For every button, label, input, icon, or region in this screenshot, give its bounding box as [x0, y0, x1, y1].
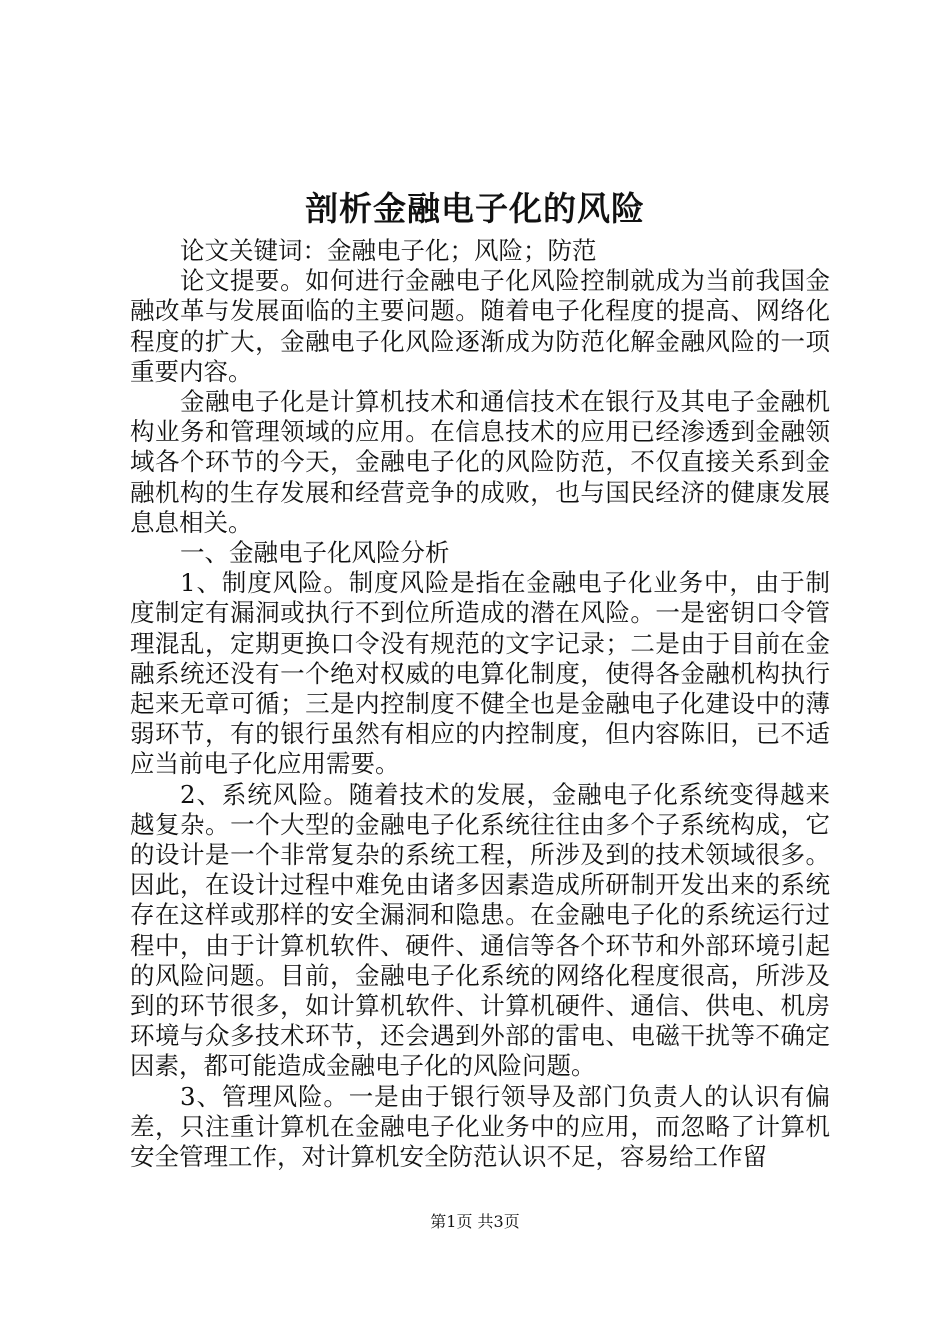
- section-heading: 一、金融电子化风险分析: [180, 538, 450, 568]
- abstract-paragraph: 论文提要。如何进行金融电子化风险控制就成为当前我国金融改革与发展面临的主要问题。随着电子化程度的提高、网络化程度的扩大，金融电子化风险逐渐成为防范化解金融风险的一项重要内容。: [130, 266, 830, 386]
- body-paragraph: 1、制度风险。制度风险是指在金融电子化业务中，由于制度制定有漏洞或执行不到位所造成的潜在风险。一是密钥口令管理混乱，定期更换口令没有规范的文字记录；二是由于目前在金融系统还没有一个绝对权威的电算化制度，使得各金融机构执行起来无章可循；三是内控制度不健全也是金融电子化建设中的薄弱环节，有的银行虽然有相应的内控制度，但内容陈旧，已不适应当前电子化应用需要。: [130, 568, 830, 779]
- body-paragraph: 2、系统风险。随着技术的发展，金融电子化系统变得越来越复杂。一个大型的金融电子化系统往往由多个子系统构成，它的设计是一个非常复杂的系统工程，所涉及到的技术领域很多。因此，在设计过程中难免由诸多因素造成所研制开发出来的系统存在这样或那样的安全漏洞和隐患。在金融电子化的系统运行过程中，由于计算机软件、硬件、通信等各个环节和外部环境引起的风险问题。目前，金融电子化系统的网络化程度很高，所涉及到的环节很多，如计算机软件、计算机硬件、通信、供电、机房环境与众多技术环节，还会遇到外部的雷电、电磁干扰等不确定因素，都可能造成金融电子化的风险问题。: [130, 779, 830, 1081]
- document-body: [130, 236, 830, 1172]
- document-title: 剖析金融电子化的风险: [305, 189, 645, 228]
- page-footer: 第1页 共3页: [430, 1212, 520, 1231]
- keywords-paragraph: 论文关键词：金融电子化；风险；防范: [180, 236, 597, 265]
- body-paragraph: 金融电子化是计算机技术和通信技术在银行及其电子金融机构业务和管理领域的应用。在信息技术的应用已经渗透到金融领域各个环节的今天，金融电子化的风险防范，不仅直接关系到金融机构的生存发展和经营竞争的成败，也与国民经济的健康发展息息相关。: [130, 387, 830, 537]
- body-paragraph: 3、管理风险。一是由于银行领导及部门负责人的认识有偏差，只注重计算机在金融电子化业务中的应用，而忽略了计算机安全管理工作，对计算机安全防范认识不足，容易给工作留: [130, 1081, 830, 1172]
